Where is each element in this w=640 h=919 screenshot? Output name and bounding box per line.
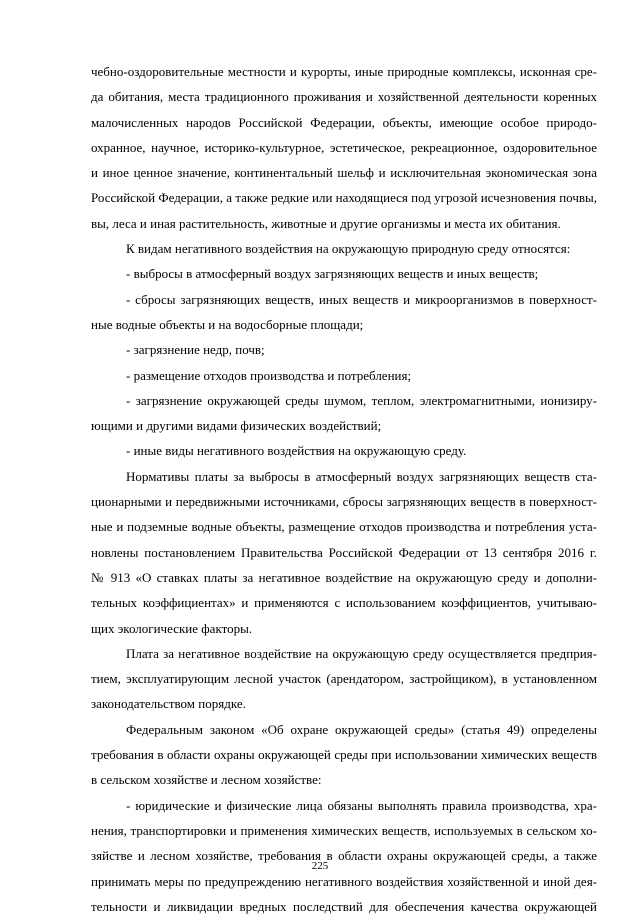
text-line: тельности и ликвидации вредных последствий для обеспечения качества окружающей: [91, 898, 597, 914]
text-line: принимать меры по предупреждению негативного воздействия хозяйственной и иной дея-: [91, 873, 597, 889]
text-line: новлены постановлением Правительства Российской Федерации от 13 сентября 2016 г.: [91, 544, 597, 560]
text-line: тельных коэффициентах» и применяются с использованием коэффициентов, учитываю-: [91, 595, 597, 611]
text-line: К видам негативного воздействия на окружающую природную среду относятся:: [126, 241, 571, 257]
text-line: № 913 «О ставках платы за негативное воздействие на окружающую среду и дополни-: [91, 569, 597, 585]
text-line: Федеральным законом «Об охране окружающей среды» (статья 49) определены: [126, 721, 597, 737]
text-line: охранное, научное, историко-культурное, эстетическое, рекреационное, оздоровительное: [91, 139, 597, 155]
text-line: малочисленных народов Российской Федерации, объекты, имеющие особое природо-: [91, 114, 597, 130]
text-line: - юридические и физические лица обязаны выполнять правила производства, хра-: [126, 797, 597, 813]
text-line: - загрязнение окружающей среды шумом, теплом, электромагнитными, ионизиру-: [126, 392, 597, 408]
text-line: - выбросы в атмосферный воздух загрязняющих веществ и иных веществ;: [126, 266, 539, 282]
text-line: чебно-оздоровительные местности и курорты, иные природные комплексы, исконная сре-: [91, 64, 597, 79]
page-number: 225: [311, 860, 329, 872]
text-line: Российской Федерации, а также редкие или находящиеся под угрозой исчезновения почвы,: [91, 190, 597, 206]
text-line: тием, эксплуатирующим лесной участок (арендатором, застройщиком), в установленном: [91, 671, 597, 687]
text-line: - размещение отходов производства и потребления;: [126, 367, 412, 383]
text-line: и иное ценное значение, континентальный шельф и исключительная экономическая зона: [91, 165, 597, 181]
text-line: щих экологические факторы.: [91, 620, 253, 636]
text-line: зяйстве и лесном хозяйстве, требования в области охраны окружающей среды, а также: [91, 848, 597, 864]
text-line: - сбросы загрязняющих веществ, иных веществ и микроорганизмов в поверхност-: [126, 291, 597, 307]
text-line: требования в области охраны окружающей среды при использовании химических веществ: [91, 747, 597, 763]
text-line: нения, транспортировки и применения химических веществ, используемых в сельском хо-: [91, 822, 597, 838]
text-line: да обитания, места традиционного проживания и хозяйственной деятельности коренных: [91, 89, 597, 105]
text-line: - загрязнение недр, почв;: [126, 342, 265, 358]
text-line: - иные виды негативного воздействия на окружающую среду.: [126, 443, 467, 459]
text-line: ные водные объекты и на водосборные площади;: [91, 316, 364, 332]
text-line: законодательством порядке.: [91, 696, 246, 712]
text-line: ционарными и передвижными источниками, сбросы загрязняющих веществ в поверхност-: [91, 494, 597, 510]
text-line: ющими и другими видами физических воздействий;: [91, 418, 382, 434]
text-line: Нормативы платы за выбросы в атмосферный воздух загрязняющих веществ ста-: [126, 468, 597, 484]
text-line: Плата за негативное воздействие на окружающую среду осуществляется предприя-: [126, 645, 597, 661]
text-line: ные и подземные водные объекты, размещение отходов производства и потребления уста-: [91, 519, 597, 535]
text-line: в сельском хозяйстве и лесном хозяйстве:: [91, 772, 322, 788]
text-line: вы, леса и иная растительность, животные и другие организмы и места их обитания.: [91, 215, 561, 231]
body-text: [91, 59, 597, 919]
